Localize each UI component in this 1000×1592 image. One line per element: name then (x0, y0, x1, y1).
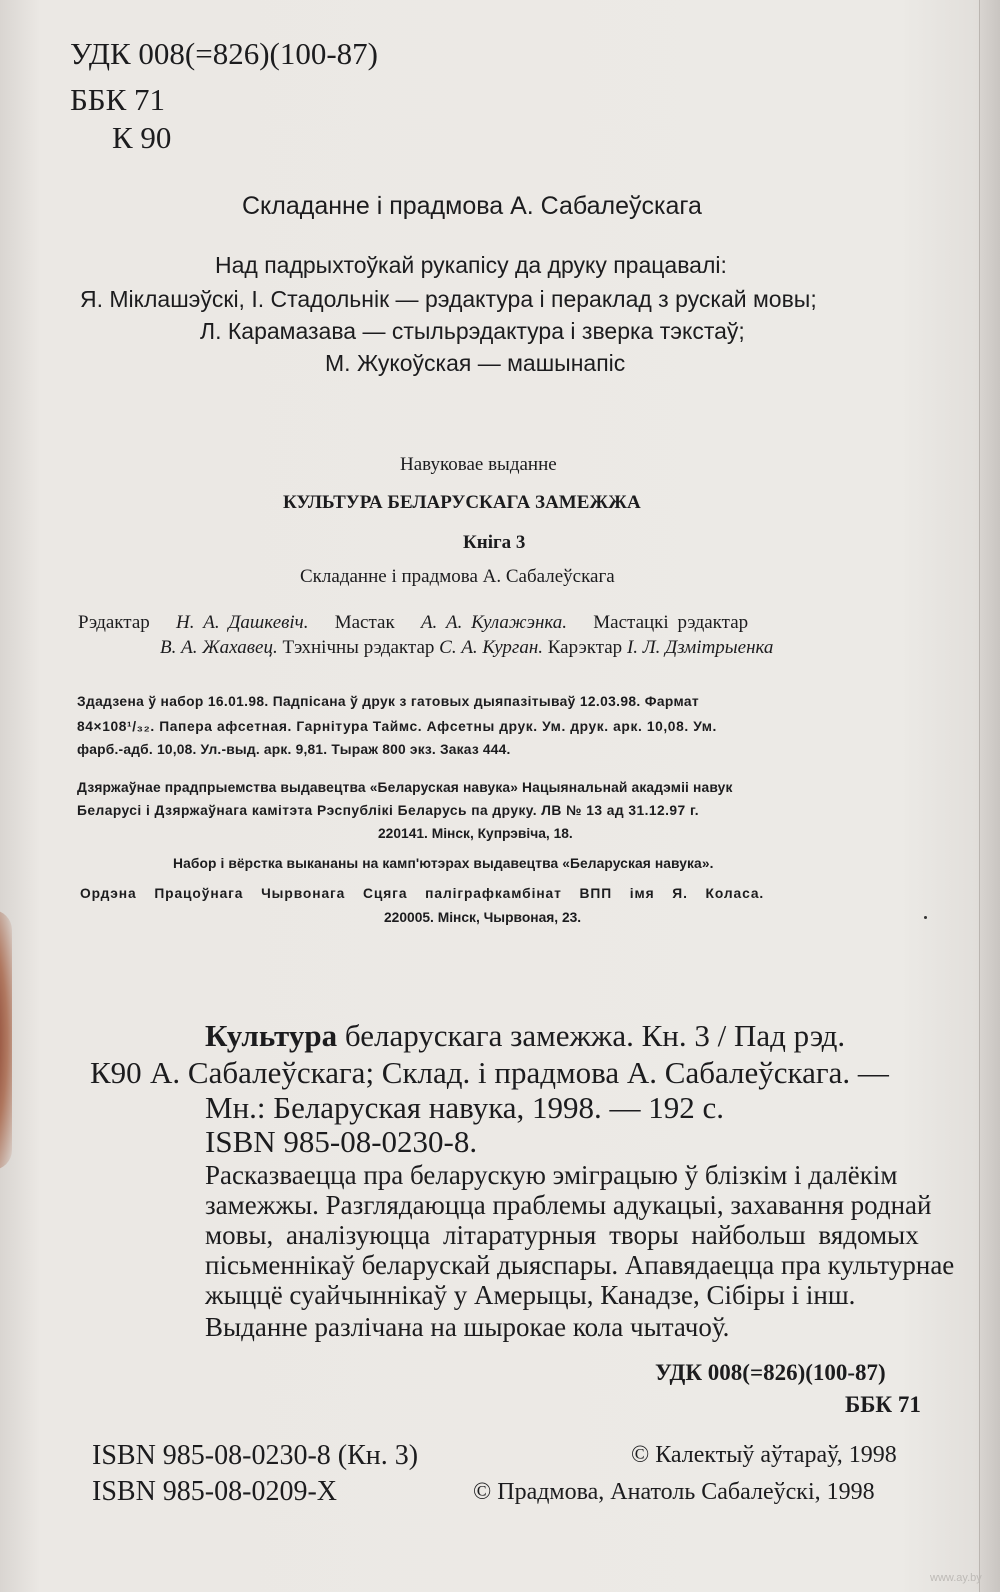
catalog-udk: УДК 008(=826)(100-87) (655, 1360, 886, 1385)
isbn-series: ISBN 985-08-0209-X (92, 1476, 337, 1507)
publisher-line-1: Дзяржаўнае прадпрыемства выдавецтва «Беларуская навука» Нацыянальнай акадэміі навук (77, 780, 733, 795)
compiler-credit: Складанне і прадмова А. Сабалеўскага (242, 192, 702, 220)
catalog-code: К90 (90, 1055, 142, 1090)
art-editor-name: В. А. Жахавец. (160, 637, 278, 658)
art-editor-label: Мастацкі рэдактар (593, 612, 749, 633)
worked-on-heading: Над падрыхтоўкай рукапісу да друку працавалі: (215, 252, 727, 278)
printer-line-2: 220005. Мінск, Чырвоная, 23. (384, 910, 582, 925)
isbn-volume: ISBN 985-08-0230-8 (Кн. 3) (92, 1440, 419, 1471)
print-line-1: Здадзена ў набор 16.01.98. Падпісана ў друк з гатовых дыяпазітываў 12.03.98. Фармат (77, 694, 700, 709)
catalog-title-rest: беларускага замежжа. Кн. 3 / Пад рэд. (344, 1018, 846, 1053)
print-line-2: 84×108¹/₃₂. Папера афсетная. Гарнітура Таймс. Афсетны друк. Ум. друк. арк. 10,08. Ум. (77, 719, 717, 734)
page-edge (979, 0, 1000, 1592)
author-code: К 90 (112, 120, 172, 155)
abstract-line-3: мовы, аналізуюцца літаратурныя творы найбольш вядомых (205, 1220, 919, 1250)
printer-line-1: Ордэна Працоўнага Чырвонага Сцяга паліграфкамбінат ВПП імя Я. Коласа. (80, 886, 765, 901)
speck (924, 916, 927, 919)
publisher-line-2: Беларусі і Дзяржаўнага камітэта Рэспублікі Беларусь па друку. ЛВ № 13 ад 31.12.97 г. (77, 803, 700, 818)
publisher-line-3: 220141. Мінск, Купрэвіча, 18. (378, 826, 573, 841)
artist-name: А. А. Кулажэнка. (420, 612, 568, 633)
bbk-code: ББК 71 (70, 82, 166, 117)
editor-label: Рэдактар (78, 612, 150, 633)
watermark: www.ay.by (930, 1572, 982, 1584)
copyright-authors: © Калектыў аўтараў, 1998 (631, 1442, 897, 1468)
udk-code: УДК 008(=826)(100-87) (70, 36, 378, 71)
catalog-bbk: ББК 71 (845, 1392, 921, 1417)
abstract-line-2: замежжы. Разглядаюцца праблемы адукацыі, захавання роднай (205, 1190, 932, 1220)
book-title: КУЛЬТУРА БЕЛАРУСКАГА ЗАМЕЖЖА (283, 492, 641, 513)
abstract-line-1: Расказваецца пра беларускую эміграцыю ў блізкім і далёкім (205, 1160, 898, 1190)
catalog-line-1 (205, 1018, 845, 1054)
imprint-compiler: Складанне і прадмова А. Сабалеўскага (300, 566, 615, 587)
catalog-line-3: Мн.: Беларуская навука, 1998. — 192 с. (205, 1090, 725, 1125)
credit-line-3: М. Жукоўская — машынапіс (325, 350, 626, 376)
credit-line-1: Я. Міклашэўскі, І. Стадольнік — рэдактура і пераклад з рускай мовы; (80, 286, 817, 312)
tech-editor-name: С. А. Курган. (439, 637, 543, 658)
staff-line-2 (160, 637, 773, 659)
editor-name: Н. А. Дашкевіч. (176, 612, 309, 633)
typeset-note: Набор і вёрстка выкананы на камп'ютэрах выдавецтва «Беларуская навука». (173, 856, 714, 871)
print-line-3: фарб.-адб. 10,08. Ул.-выд. арк. 9,81. Тыраж 800 экз. Заказ 444. (77, 742, 511, 757)
artist-label: Мастак (334, 612, 395, 633)
book-volume: Кніга 3 (463, 532, 526, 553)
copyright-preface: © Прадмова, Анатоль Сабалеўскі, 1998 (473, 1479, 875, 1505)
credit-line-2: Л. Карамазава — стыльрэдактура і зверка тэкстаў; (200, 318, 745, 344)
corrector-label: Карэктар (547, 637, 623, 658)
audience-note: Выданне разлічана на шырокае кола чытачоў. (205, 1312, 730, 1342)
corrector-name: І. Л. Дзмітрыенка (626, 637, 774, 658)
tech-editor-label: Тэхнічны рэдактар (282, 637, 435, 658)
catalog-title-bold: Культура (205, 1018, 338, 1053)
staff-line-1 (78, 612, 938, 634)
finger-shadow (0, 910, 12, 1170)
abstract-line-5: жыццё суайчыннікаў у Амерыцы, Канадзе, Сібіры і інш. (205, 1280, 856, 1310)
edition-type: Навуковае выданне (400, 454, 557, 475)
catalog-line-2: А. Сабалеўскага; Склад. і прадмова А. Сабалеўскага. — (150, 1055, 889, 1090)
catalog-isbn: ISBN 985-08-0230-8. (205, 1124, 478, 1159)
abstract-line-4: пісьменнікаў беларускай дыяспары. Апавядаецца пра культурнае (205, 1250, 955, 1280)
